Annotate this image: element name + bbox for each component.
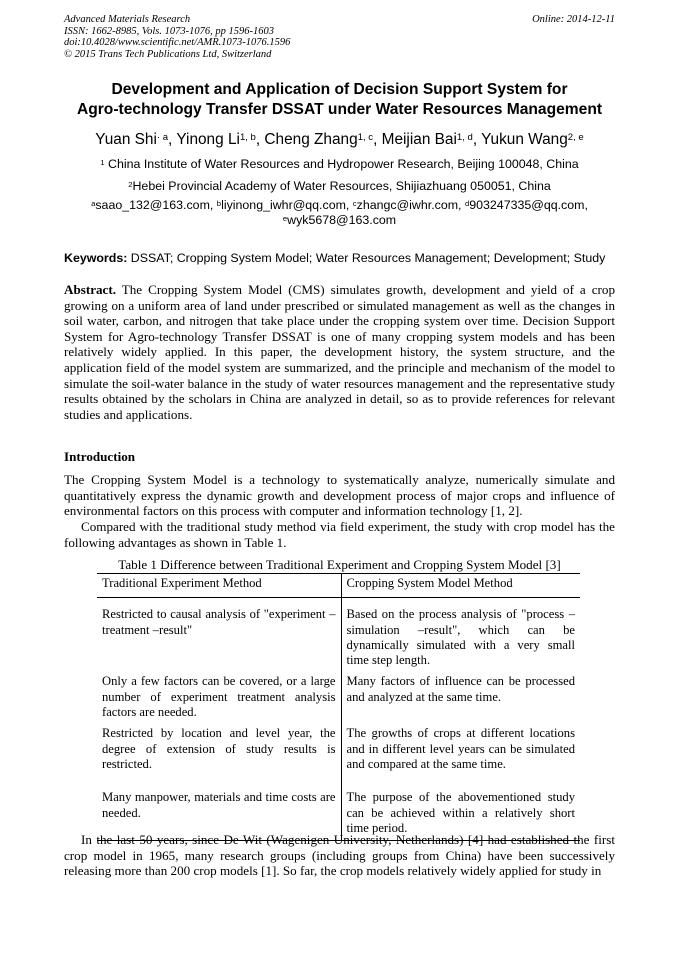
email-b: liyinong_iwhr@qq.com, bbox=[221, 198, 353, 212]
issn-line: ISSN: 1662-8985, Vols. 1073-1076, pp 1596-1603 bbox=[64, 25, 274, 37]
intro-paragraph-1: The Cropping System Model is a technology to systematically analyze, numerically simulate and quantitatively express the dynamic growth and development process of major crops and influence of environmental factors on this process with computer and information technology [1, 2]. bbox=[64, 472, 615, 519]
keywords-label: Keywords: bbox=[64, 251, 128, 265]
table-cell: Based on the process analysis of "process –simulation –result", which can be dynamically simulated with a very small time step length. bbox=[341, 598, 580, 671]
affiliation-text: China Institute of Water Resources and Hydropower Research, Beijing 100048, China bbox=[104, 157, 579, 171]
table-cell: Restricted to causal analysis of "experiment –treatment –result" bbox=[102, 607, 336, 637]
author-affil-mark: 1, d bbox=[456, 131, 473, 143]
email-mark: e bbox=[282, 214, 288, 224]
email-mark: a bbox=[91, 199, 96, 209]
table-cell: Only a few factors can be covered, or a large number of experiment treatment analysis factors are needed. bbox=[102, 674, 336, 720]
table-header-cell: Traditional Experiment Method bbox=[97, 574, 341, 598]
keywords-text: DSSAT; Cropping System Model; Water Resources Management; Development; Study bbox=[127, 251, 606, 265]
table-header-cell: Cropping System Model Method bbox=[341, 574, 580, 598]
table-header-row bbox=[97, 574, 580, 598]
author-name: Meijian Bai bbox=[381, 131, 457, 148]
email-c: zhangc@iwhr.com, bbox=[356, 198, 465, 212]
keywords bbox=[64, 251, 615, 266]
online-date: Online: 2014-12-11 bbox=[532, 14, 615, 25]
affiliation-1 bbox=[64, 157, 615, 172]
copyright-line: © 2015 Trans Tech Publications Ltd, Switzerland bbox=[64, 48, 272, 60]
table-cell: Many manpower, materials and time costs are needed. bbox=[97, 786, 341, 840]
table-cell: The purpose of the abovementioned study can be achieved within a relatively short time period. bbox=[341, 786, 580, 840]
author-separator: , bbox=[472, 131, 482, 148]
email-list bbox=[64, 198, 615, 228]
table-row bbox=[97, 670, 580, 722]
intro-paragraph-2: Compared with the traditional study method via field experiment, the study with crop model has the following advantages as shown in Table 1. bbox=[64, 519, 615, 550]
author-affil-mark: 2, e bbox=[567, 131, 584, 143]
author-affil-mark: · a bbox=[156, 131, 169, 143]
table-caption: Table 1 Difference between Traditional Experiment and Cropping System Model [3] bbox=[118, 557, 561, 572]
journal-header bbox=[64, 14, 615, 60]
affiliation-number: 1 bbox=[100, 158, 105, 168]
table-row bbox=[97, 722, 580, 786]
email-e: wyk5678@163.com bbox=[287, 213, 397, 227]
author-affil-mark: 1, b bbox=[239, 131, 256, 143]
title-line-2: Agro-technology Transfer DSSAT under Water Resources Management bbox=[76, 101, 603, 118]
affiliation-text: Hebei Provincial Academy of Water Resources, Shijiazhuang 050051, China bbox=[132, 179, 551, 193]
table-cell: The growths of crops at different locations and in different level years can be simulated and compared at the same time. bbox=[341, 722, 580, 786]
author-list bbox=[64, 130, 615, 149]
email-mark: c bbox=[352, 199, 357, 209]
author-name: Yuan Shi bbox=[95, 131, 157, 148]
table-cell: Many factors of influence can be processed and analyzed at the same time. bbox=[341, 670, 580, 722]
table-row bbox=[97, 598, 580, 671]
author-separator: , bbox=[168, 131, 177, 148]
abstract-label: Abstract. bbox=[64, 282, 116, 297]
title-line-1: Development and Application of Decision Support System for bbox=[111, 81, 568, 98]
email-d: 903247335@qq.com, bbox=[469, 198, 588, 212]
author-name: Yinong Li bbox=[176, 131, 240, 148]
author-affil-mark: 1, c bbox=[357, 131, 374, 143]
comparison-table bbox=[97, 573, 580, 841]
email-mark: b bbox=[216, 199, 222, 209]
section-heading-introduction: Introduction bbox=[64, 449, 136, 464]
author-name: Yukun Wang bbox=[481, 131, 568, 148]
doi-line: doi:10.4028/www.scientific.net/AMR.1073-1076.1596 bbox=[64, 37, 291, 48]
paper-title bbox=[64, 80, 615, 120]
abstract bbox=[64, 282, 615, 422]
affiliation-number: 2 bbox=[128, 180, 133, 190]
email-mark: d bbox=[464, 199, 470, 209]
author-separator: , bbox=[255, 131, 265, 148]
author-separator: , bbox=[373, 131, 382, 148]
abstract-text: The Cropping System Model (CMS) simulates growth, development and yield of a crop growing on a uniform area of land under prescribed or simulated management as well as the changes in soil water, carbon, and nitrogen that take place under the cropping system over time. Decision Support System for Agro-technology Transfer DSSAT is one of many cropping system models and has been relatively widely applied. In this paper, the development history, the system structure, and the application field of the model system are summarized, and the principle and mechanism of the model to simulate the soil-water balance in the study of water resources management and the representative study results obtained by the scholars in China are analyzed in detail, so as to provide references for relevant studies and applications. bbox=[64, 282, 615, 422]
affiliation-2 bbox=[64, 179, 615, 194]
email-a: saao_132@163.com, bbox=[95, 198, 217, 212]
intro-paragraph-3: In the last 50 years, since De Wit (Wagenigen University, Netherlands) [4] had established the first crop model in 1965, many research groups (including groups from China) have been successively releasing more than 200 crop models [1]. So far, the crop models relatively widely applied for study in bbox=[64, 832, 615, 879]
journal-name: Advanced Materials Research bbox=[64, 14, 191, 25]
author-name: Cheng Zhang bbox=[264, 131, 358, 148]
table-cell: Restricted by location and level year, the degree of extension of study results is restricted. bbox=[102, 726, 336, 771]
